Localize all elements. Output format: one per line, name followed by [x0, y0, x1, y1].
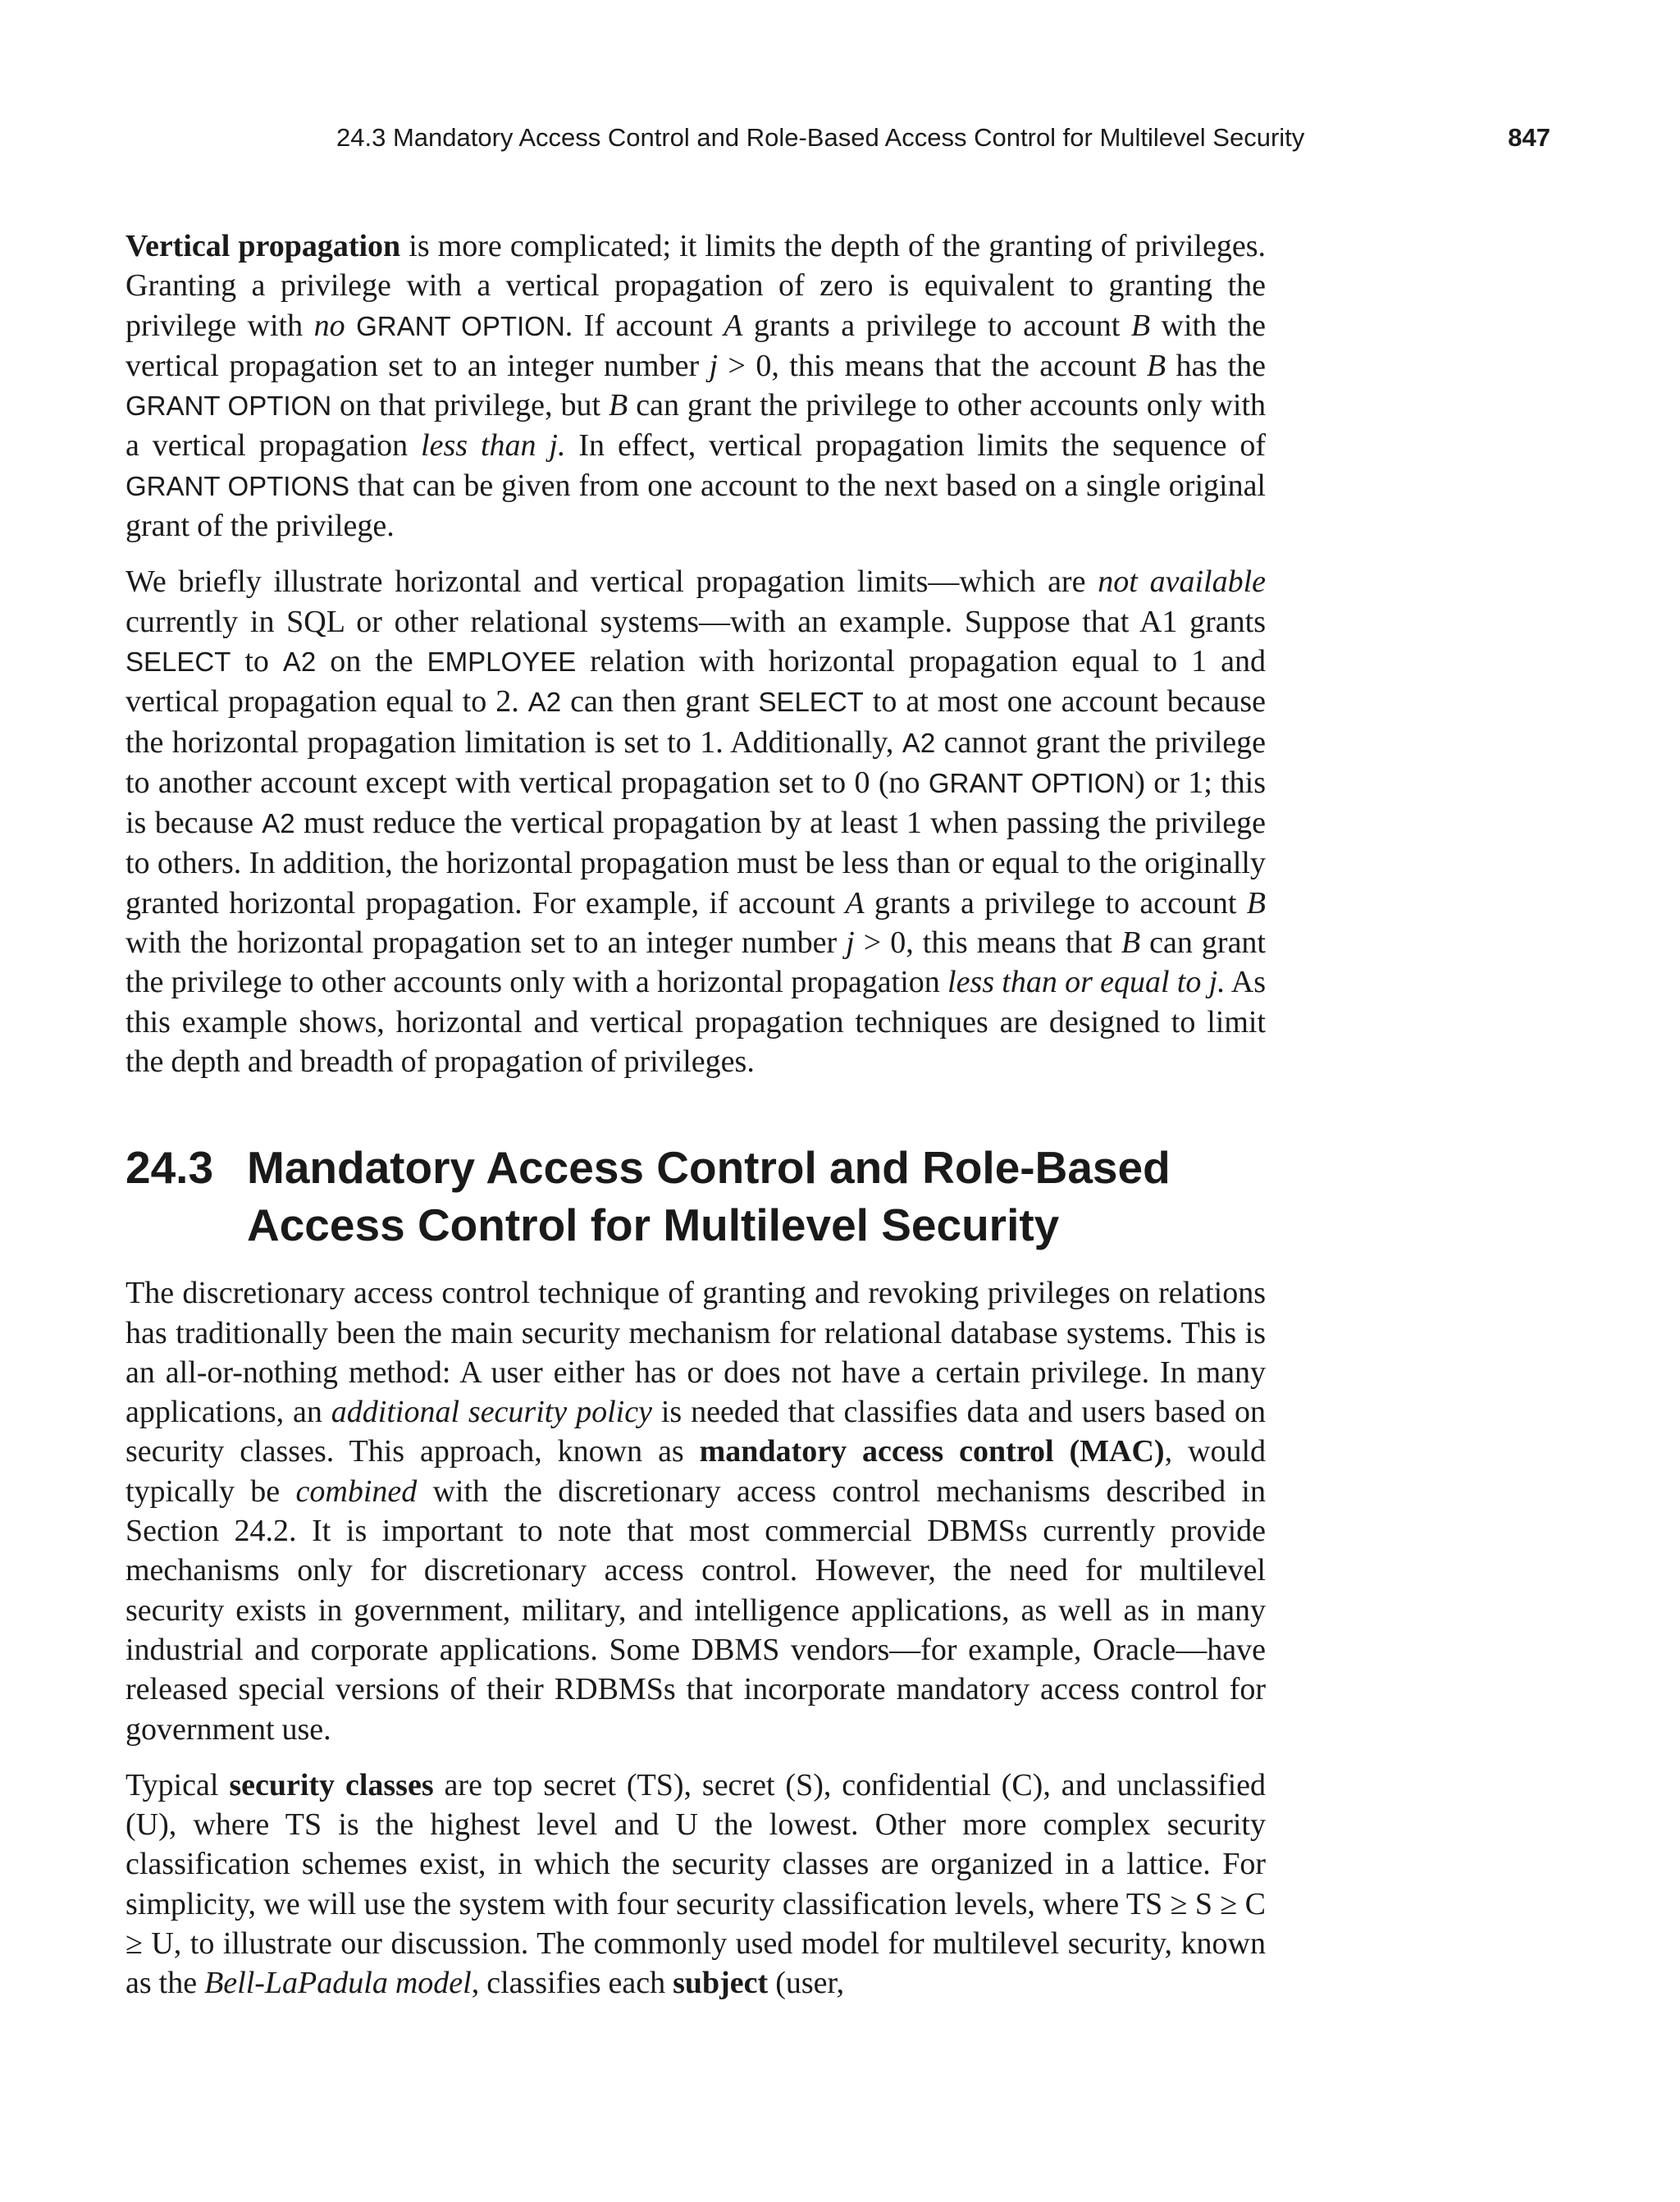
text-run: The discretionary access control technique of granting and revoking privileges on relations has traditionally been the main security mechanism for relational database systems. This is an all-or-nothing method: A user either has or does not have a certain privilege. In many applications, an: [126, 1276, 1266, 1430]
variable: B: [609, 388, 628, 423]
text-run: are top secret (TS), secret (S), confidential (C), and unclassified (U), where TS is the highest level and U the lowest. Other more complex security classification schemes exist, in which the security classes are organized in a lattice. For simplicity, we will use the system with four security classification levels, where TS ≥ S ≥ C ≥ U, to illustrate our discussion. The commonly used model for multilevel security, known as the: [126, 1767, 1267, 2001]
page-number: 847: [1508, 123, 1550, 152]
text-run: to: [231, 643, 283, 678]
code-term: GRANT OPTION: [356, 310, 565, 341]
text-run: Typical: [126, 1767, 230, 1802]
code-term: GRANT OPTION: [928, 767, 1135, 798]
running-header: [336, 121, 1550, 162]
paragraph-security-classes: [126, 1766, 1266, 2003]
text-run: relation with horizontal propagation equal to 1 and vertical propagation equal to 2.: [126, 643, 1266, 720]
term-vertical-propagation: Vertical propagation: [126, 229, 401, 263]
variable: B: [1121, 925, 1141, 961]
text-run: > 0, this means that the account: [718, 348, 1147, 383]
emphasis: not available: [1098, 564, 1267, 600]
term-security-classes: security classes: [229, 1767, 434, 1802]
text-run: to at most one account because the horizontal propagation limitation is set to 1. Additionally,: [126, 684, 1266, 760]
code-term: SELECT: [126, 646, 231, 677]
paragraph-propagation-example: [126, 562, 1266, 1081]
variable: j: [709, 348, 719, 383]
paragraph-vertical-propagation: [126, 226, 1266, 546]
code-term: A2: [282, 646, 317, 677]
emphasis: less than j.: [421, 428, 566, 464]
variable: A: [724, 308, 743, 343]
section-number: 24.3: [126, 1142, 214, 1194]
text-run: with the discretionary access control mechanisms described in Section 24.2. It is important to note that most commercial DBMSs currently provide mechanisms only for discretionary access control. However, the need for multilevel security exists in government, military, and intelligence applications, as well as in many industrial and corporate applications. Some DBMS vendors—for example, Oracle—have released special versions of their RDBMSs that incorporate mandatory access control for government use.: [126, 1473, 1266, 1747]
emphasis: combined: [295, 1473, 418, 1509]
text-run: can then grant: [561, 684, 759, 720]
text-run: (user,: [768, 1966, 845, 2001]
text-run: (: [1053, 1434, 1080, 1469]
text-run: , classifies each: [471, 1966, 673, 2001]
emphasis: additional security policy: [331, 1395, 652, 1430]
text-run: cannot grant the privilege to another account except with vertical propagation set to 0 (no: [126, 724, 1266, 800]
text-run: can grant the privilege to other accounts only with a horizontal propagation: [126, 925, 1266, 1000]
text-run: grants a privilege to account: [864, 885, 1247, 921]
variable: B: [1146, 348, 1166, 383]
code-term: SELECT: [758, 687, 864, 718]
section-title: Mandatory Access Control and Role-Based Access Control for Multilevel Security: [247, 1142, 1171, 1251]
text-run: As this example shows, horizontal and vertical propagation techniques are designed to limit the depth and breadth of propagation of privileges.: [126, 965, 1266, 1079]
emphasis: no: [313, 308, 345, 343]
body-text: [126, 226, 1266, 2003]
code-term: A2: [262, 808, 295, 839]
paragraph-mac-intro: [126, 1273, 1266, 1749]
text-run: grants a privilege to account: [742, 308, 1131, 343]
section-heading: [126, 1139, 1266, 1254]
text-run: can grant the privilege to other accounts only with a vertical propagation: [126, 388, 1266, 464]
text-run: > 0, this means that: [854, 925, 1121, 961]
emphasis: less than or equal to j.: [947, 965, 1226, 1000]
text-run: has the: [1166, 348, 1266, 383]
term-subject: subject: [673, 1966, 769, 2001]
text-run: on the: [316, 643, 427, 678]
text-run: is more complicated; it limits the depth of the granting of privileges. Granting a privilege with a vertical propagation of zero is equivalent to granting the privilege with: [126, 229, 1266, 343]
variable: B: [1130, 308, 1151, 343]
text-run: that can be given from one account to the next based on a single original grant of the privilege.: [126, 468, 1266, 544]
code-term: GRANT OPTIONS: [126, 470, 349, 501]
code-term: EMPLOYEE: [427, 646, 577, 677]
text-run: In effect, vertical propagation limits the sequence of: [565, 428, 1266, 464]
text-run: must reduce the vertical propagation by at least 1 when passing the privilege to others. In addition, the horizontal propagation must be less than or equal to the originally granted horizontal propagation. For example, if account: [126, 806, 1266, 921]
code-term: A2: [902, 727, 936, 758]
variable: j: [846, 925, 855, 961]
text-run: is needed that classifies data and users based on security classes. This approach, known as: [126, 1395, 1267, 1469]
text-run: currently in SQL or other relational systems—with an example. Suppose that A1 grants: [126, 604, 1266, 639]
emphasis: Bell-LaPadula model: [204, 1966, 472, 2001]
text-run: ) or 1; this is because: [126, 765, 1266, 841]
code-term: A2: [527, 687, 562, 718]
variable: A: [845, 885, 865, 921]
text-run: , would typically be: [126, 1434, 1266, 1509]
text-run: with the vertical propagation set to an integer number: [126, 308, 1267, 383]
text-run: We briefly illustrate horizontal and vertical propagation limits—which are: [126, 564, 1098, 600]
code-term: GRANT OPTION: [126, 391, 332, 422]
text-run: ): [1153, 1434, 1165, 1469]
text-run: on that privilege, but: [331, 388, 609, 423]
running-title: 24.3 Mandatory Access Control and Role-Based Access Control for Multilevel Security: [336, 123, 1305, 152]
term-mandatory-access-control: mandatory access control: [699, 1434, 1054, 1469]
term-mac: MAC: [1080, 1434, 1154, 1469]
variable: B: [1246, 885, 1266, 921]
text-run: . If account: [564, 308, 724, 343]
text-run: with the horizontal propagation set to an integer number: [126, 925, 847, 961]
